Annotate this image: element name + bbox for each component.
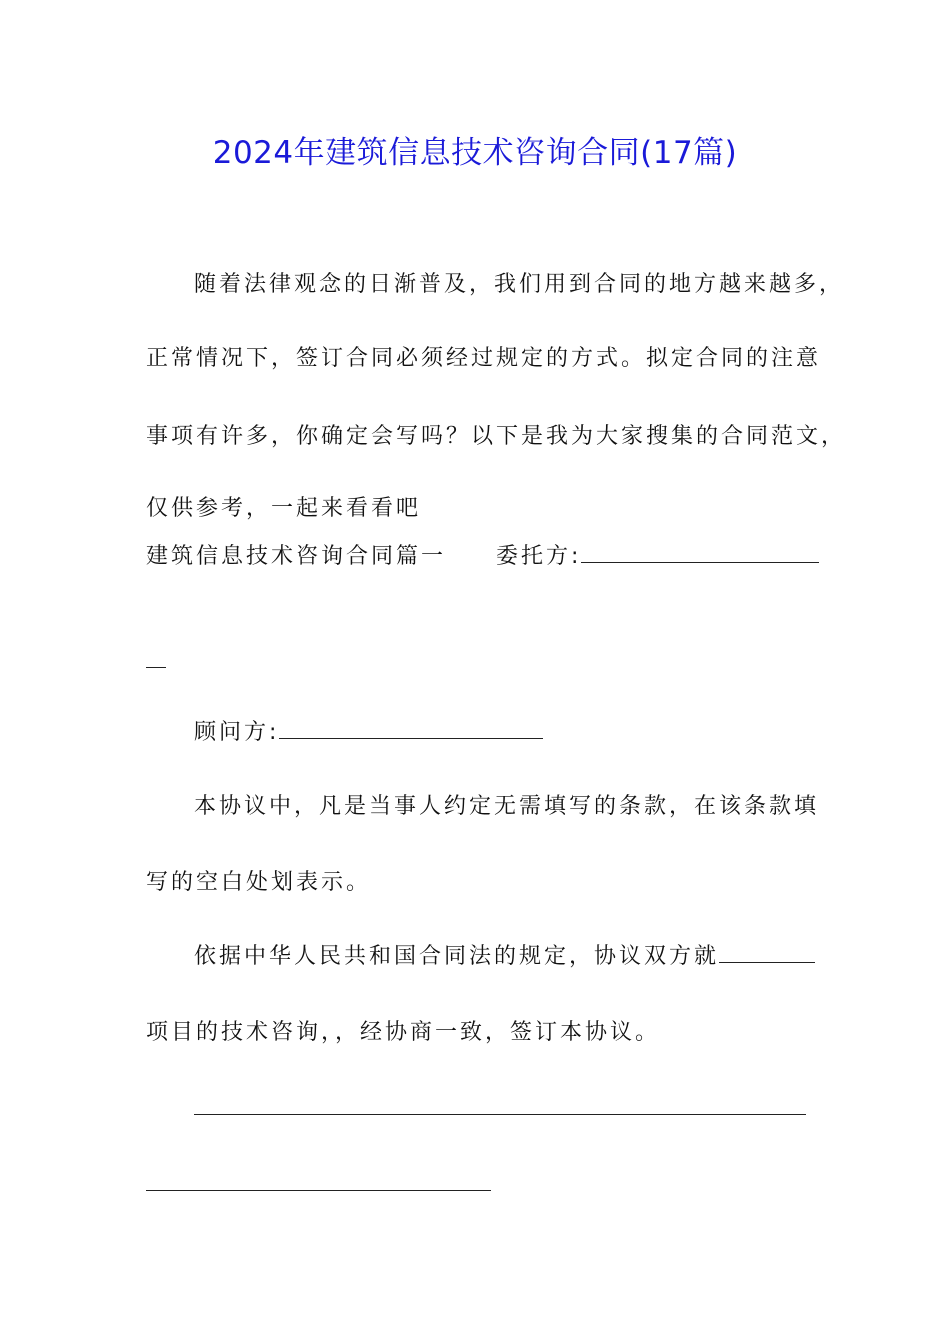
project-blank: [719, 944, 815, 963]
consultant-row: [194, 718, 543, 748]
blank-line-2: [146, 1190, 491, 1191]
client-blank-continuation: [146, 667, 166, 668]
document-title: 2024年建筑信息技术咨询合同(17篇): [212, 135, 738, 171]
note-line-2: 写的空白处划表示。: [146, 870, 372, 895]
blank-line-1: [194, 1114, 806, 1115]
client-blank: [581, 544, 819, 563]
intro-line-1: 随着法律观念的日渐普及，我们用到合同的地方越来越多，: [194, 272, 845, 297]
section-heading-row: [146, 542, 819, 572]
note-line-1: 本协议中，凡是当事人约定无需填写的条款，在该条款填: [194, 794, 820, 819]
basis-line-1: 依据中华人民共和国合同法的规定，协议双方就: [194, 944, 720, 969]
basis-line-2: 项目的技术咨询，，经协商一致，签订本协议。: [146, 1020, 661, 1045]
client-label: 委托方:: [496, 544, 582, 569]
intro-line-2: 正常情况下，签订合同必须经过规定的方式。拟定合同的注意: [146, 346, 822, 371]
consultant-blank: [279, 720, 543, 739]
intro-line-4: 仅供参考，一起来看看吧: [146, 496, 422, 521]
section-heading: 建筑信息技术咨询合同篇一: [146, 544, 447, 569]
basis-row-1: [194, 942, 815, 972]
intro-line-3: 事项有许多，你确定会写吗？以下是我为大家搜集的合同范文，: [146, 424, 847, 449]
consultant-label: 顾问方:: [194, 720, 280, 745]
